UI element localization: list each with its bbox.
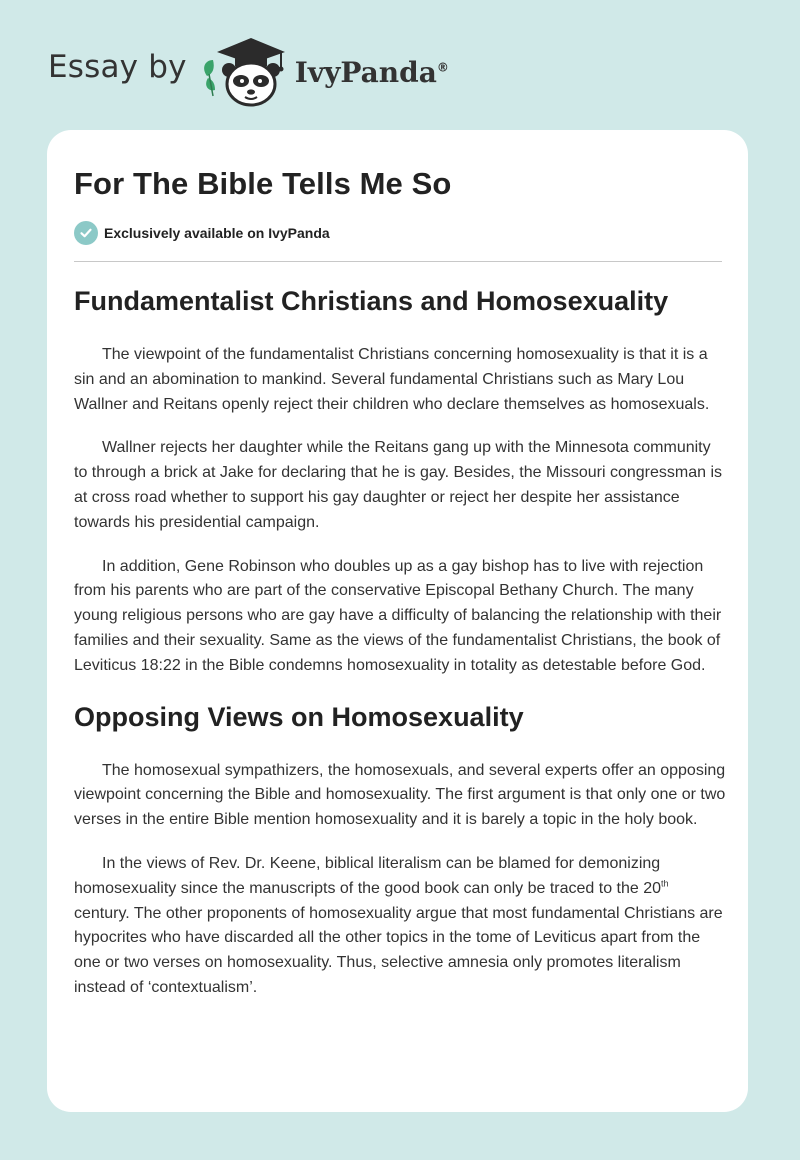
brand-logo-text[interactable]: IvyPanda® [294,55,449,89]
paragraph: The homosexual sympathizers, the homosexuals, and several experts offer an opposing viewpoint concerning the Bible and homosexuality. The first argument is that only one or two verses in the entire Bible mention homosexuality and it is barely a topic in the holy book. [74,761,726,829]
divider [74,261,722,262]
leaf-icon [204,60,215,96]
essay-body [74,282,726,1020]
paragraph: Wallner rejects her daughter while the Reitans gang up with the Minnesota community to through a brick at Jake for declaring that he is gay. Besides, the Missouri congressman is at cross road whether to support his gay daughter or reject her despite her assistance towards his presidential campaign. [74,439,723,531]
panda-graduation-cap-icon[interactable] [199,30,291,110]
essay-card [47,130,748,1112]
essay-by-label: Essay by [48,49,187,85]
paragraph: The viewpoint of the fundamentalist Christians concerning homosexuality is that it is a sin and an abomination to mankind. Several fundamental Christians such as Mary Lou Wallner and Reitans openly reject their children who declare themselves as homosexuals. [74,346,710,413]
exclusive-badge [74,221,330,245]
paragraph: In the views of Rev. Dr. Keene, biblical literalism can be blamed for demonizing homosexuality since the manuscripts of the good book can only be traced to the 20th century. The other proponents of homosexuality argue that most fundamental Christians are hypocrites who have discarded all the other topics in the tome of Leviticus apart from the one or two verses on homosexuality. Thus, selective amnesia only promotes literalism instead of ‘contextualism’. [74,854,723,996]
paragraph: In addition, Gene Robinson who doubles up as a gay bishop has to live with rejection from his parents who are part of the conservative Episcopal Bethany Church. The many young religious persons who are gay have a difficulty of balancing the relationship with their families and their sexuality. Same as the views of the fundamentalist Christians, the book of Leviticus 18:22 in the Bible condemns homosexuality in totality as detestable before God. [74,557,722,674]
check-circle-icon [74,221,98,245]
section-heading-fundamentalist: Fundamentalist Christians and Homosexuality [74,286,669,316]
section-heading-opposing: Opposing Views on Homosexuality [74,701,524,732]
site-header [48,30,449,110]
page-title: For The Bible Tells Me So [74,166,452,201]
badge-label: Exclusively available on IvyPanda [104,225,330,241]
superscript: th [661,878,669,889]
